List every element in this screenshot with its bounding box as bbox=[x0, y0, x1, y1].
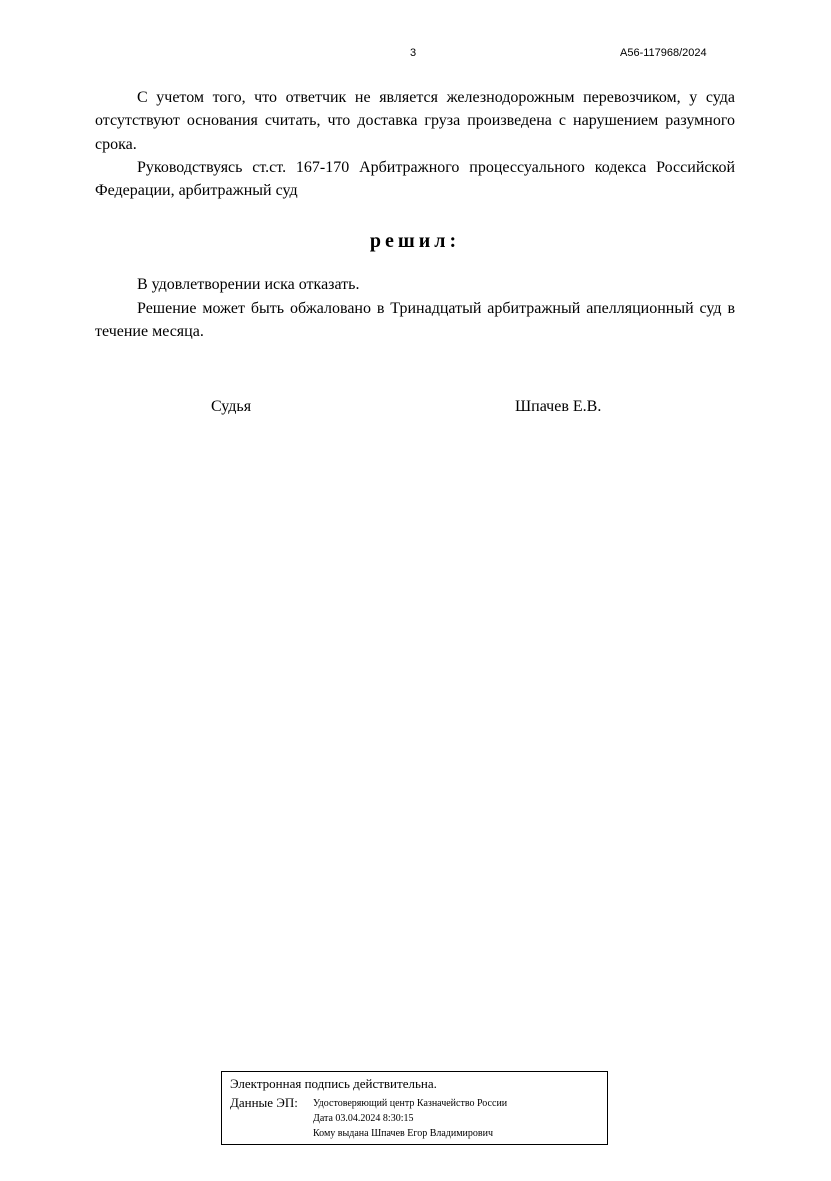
decision-title: решил: bbox=[369, 230, 461, 253]
signature-issuer: Удостоверяющий центр Казначейство России bbox=[313, 1098, 508, 1109]
signature-name: Шпачев Е.В. bbox=[515, 398, 602, 415]
signature-status: Электронная подпись действительна. bbox=[230, 1076, 437, 1091]
signature-data-label: Данные ЭП: bbox=[230, 1095, 298, 1110]
signature-date: Дата 03.04.2024 8:30:15 bbox=[313, 1113, 414, 1124]
case-number: А56-117968/2024 bbox=[620, 47, 707, 59]
decision-paragraph-appeal: Решение может быть обжаловано в Тринадцатый арбитражный апелляционный суд в течение месяца. bbox=[95, 299, 735, 341]
paragraph-reasoning: С учетом того, что ответчик не является железнодорожным перевозчиком, у суда отсутствуют основания считать, что доставка груза произведена с нарушением разумного срока. bbox=[95, 89, 735, 153]
electronic-signature-stamp bbox=[221, 1071, 608, 1145]
signature-role: Судья bbox=[211, 398, 252, 415]
page-number: 3 bbox=[410, 47, 417, 59]
signature-owner: Кому выдана Шпачев Егор Владимирович bbox=[313, 1128, 494, 1139]
paragraph-legal-basis: Руководствуясь ст.ст. 167-170 Арбитражного процессуального кодекса Российской Федерации, арбитражный суд bbox=[95, 158, 735, 200]
document-body bbox=[95, 86, 735, 343]
decision-paragraph-refusal: В удовлетворении иска отказать. bbox=[137, 276, 360, 294]
decision-block bbox=[95, 273, 735, 343]
